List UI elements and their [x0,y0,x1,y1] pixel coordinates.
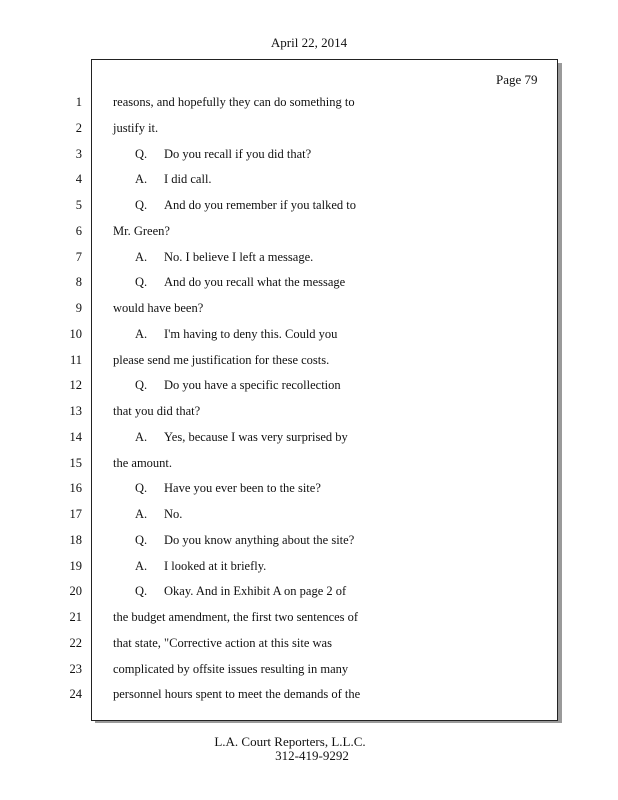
line-number: 23 [69,661,82,676]
transcript-text: Do you have a specific recollection [164,378,341,393]
line-number: 11 [69,352,82,367]
transcript-text: I looked at it briefly. [164,558,267,573]
speaker-label: A. [135,249,148,264]
transcript-text: that you did that? [113,404,201,418]
transcript-text: Do you know anything about the site? [164,532,355,547]
line-number: 9 [75,301,82,315]
transcript-text: Do you recall if you did that? [164,146,312,161]
transcript-text: that state, "Corrective action at this site was [113,635,332,650]
line-number: 7 [75,249,82,264]
page-number: Page 79 [496,72,538,87]
transcript-text: complicated by offsite issues resulting in many [113,661,349,676]
line-number: 16 [69,481,82,496]
transcript-text: Mr. Green? [113,223,170,238]
line-number: 6 [75,223,82,238]
line-number: 14 [69,429,82,444]
line-number: 3 [75,146,82,161]
speaker-label: Q. [135,481,148,496]
transcript-text: No. [164,507,183,521]
line-number: 4 [75,172,82,187]
speaker-label: Q. [135,275,148,290]
line-number: 21 [69,610,82,624]
transcript-text: And do you remember if you talked to [164,198,356,212]
transcript-text: I'm having to deny this. Could you [164,326,338,341]
transcript-text: Yes, because I was very surprised by [164,429,348,444]
transcript-date: April 22, 2014 [270,35,348,50]
speaker-label: A. [135,507,148,521]
speaker-label: Q. [135,378,148,393]
transcript-text: I did call. [164,172,212,187]
line-number: 8 [75,275,82,290]
transcript-text: would have been? [113,301,204,315]
transcript-text: Okay. And in Exhibit A on page 2 of [164,584,347,599]
line-number: 15 [69,455,82,470]
transcript-text: the amount. [113,455,173,470]
line-number: 24 [69,687,82,702]
transcript-text: reasons, and hopefully they can do something to [113,95,355,109]
transcript-text: And do you recall what the message [164,275,346,290]
speaker-label: A. [135,172,148,187]
line-number-column [60,94,82,712]
line-number: 12 [69,378,82,393]
transcript-text: the budget amendment, the first two sentences of [113,610,359,624]
line-number: 20 [69,584,82,599]
line-number: 2 [75,120,82,135]
transcript-text: please send me justification for these costs. [113,352,330,367]
transcript-text: Have you ever been to the site? [164,481,321,496]
reporter-phone: 312-419-9292 [275,748,349,763]
speaker-label: Q. [135,146,148,161]
line-number: 10 [69,326,82,341]
speaker-label: Q. [135,532,148,547]
line-number: 18 [69,532,82,547]
transcript-text: personnel hours spent to meet the demands of the [113,687,361,702]
transcript-text: justify it. [113,120,159,135]
speaker-label: Q. [135,198,148,212]
speaker-label: Q. [135,584,148,599]
line-number: 17 [69,507,82,521]
line-number: 1 [75,95,82,109]
speaker-label: A. [135,429,148,444]
speaker-label: A. [135,558,148,573]
line-number: 22 [69,635,82,650]
speaker-label: A. [135,326,148,341]
reporter-company: L.A. Court Reporters, L.L.C. [214,734,366,749]
line-number: 5 [75,198,82,212]
transcript-text: No. I believe I left a message. [164,249,314,264]
line-number: 13 [69,404,82,418]
line-number: 19 [69,558,82,573]
